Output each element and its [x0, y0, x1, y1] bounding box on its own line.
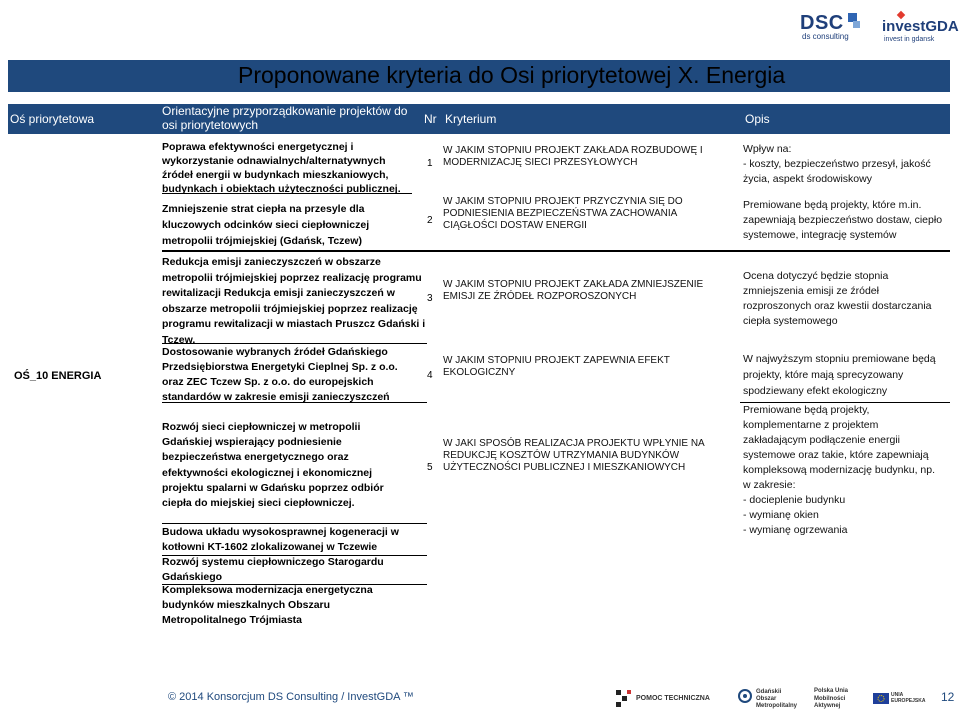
project-item: Kompleksowa modernizacja energetyczna budynków mieszkalnych Obszaru Metropolitalnego Trójmiasta: [162, 584, 373, 626]
footer-copyright: © 2014 Konsorcjum DS Consulting / InvestGDA ™: [168, 691, 414, 703]
header-os: Oś priorytetowa: [10, 112, 95, 126]
investgda-logo: [882, 12, 959, 44]
dsc-logo-text: DSC: [800, 12, 844, 34]
project-item: Budowa układu wysokosprawnej kogeneracji w kotłowni KT-1602 zlokalizowanej w Tczewie: [162, 526, 399, 553]
dsc-logo: [800, 12, 865, 40]
desc-line: w zakresie:: [743, 479, 796, 491]
divider: [162, 523, 427, 524]
desc-line: - docieplenie budynku: [743, 494, 846, 506]
desc-line: - wymianę ogrzewania: [743, 524, 848, 536]
desc-line: W najwyższym stopniu premiowane będą: [743, 353, 936, 365]
header-kryterium: Kryterium: [445, 112, 497, 126]
divider: [162, 343, 427, 344]
desc-line: Ocena dotyczyć będzie stopnia: [743, 270, 889, 282]
eu-text: UNIA EUROPEJSKA: [891, 692, 926, 704]
criterion-nr: 2: [427, 215, 433, 226]
criterion-text: W JAKIM STOPNIU PROJEKT ZAPEWNIA EFEKT EKOLOGICZNY: [443, 355, 670, 378]
desc-line: Wpływ na:: [743, 143, 792, 155]
divider: [162, 402, 427, 403]
criterion-desc: [743, 269, 953, 329]
header-orient: Orientacyjne przyporządkowanie projektów do osi priorytetowych: [162, 104, 408, 132]
pomoc-techniczna-text: POMOC TECHNICZNA: [636, 695, 710, 702]
desc-line: zapewniają bezpieczeństwo dostaw, ciepło: [743, 214, 943, 226]
gom-text: Gdańskii Obszar Metropolitalny: [756, 689, 798, 709]
dsc-logo-square-small: [853, 21, 860, 28]
pomoc-techniczna-icon: [614, 688, 634, 710]
criterion-desc: [743, 142, 953, 187]
desc-line: - wymianę okien: [743, 509, 819, 521]
criterion-desc: [743, 403, 953, 538]
page-number: 12: [941, 690, 955, 704]
desc-line: Premiowane będą projekty, które m.in.: [743, 199, 922, 211]
investgda-logo-subtext: invest in gdansk: [884, 36, 935, 43]
desc-line: ciepła systemowego: [743, 315, 838, 327]
desc-line: życia, aspekt środowiskowy: [743, 173, 872, 185]
axis-name: OŚ_10 ENERGIA: [14, 370, 102, 382]
criterion-nr: 5: [427, 462, 433, 473]
desc-line: komplementarne z projektem: [743, 419, 879, 431]
criterion-text: W JAKIM STOPNIU PROJEKT PRZYCZYNIA SIĘ DO PODNIESIENIA BEZPIECZEŃSTWA ZACHOWANIA CIĄGŁOŚCI DOSTAW ENERGII: [443, 196, 683, 231]
project-item: Dostosowanie wybranych źródeł Gdańskiego Przedsiębiorstwa Energetyki Cieplnej Sp. z o.o. oraz ZEC Tczew Sp. z o.o. do europejskich standardów w zakresie emisji zanieczyszczeń: [162, 346, 398, 403]
pomoc-techniczna-logo: [614, 688, 710, 710]
desc-line: Premiowane będą projekty,: [743, 404, 870, 416]
project-item: Rozwój systemu ciepłowniczego Starogardu Gdańskiego: [162, 556, 384, 583]
criterion-text: W JAKI SPOSÓB REALIZACJA PROJEKTU WPŁYNIE NA REDUKCJĘ KOSZTÓW UTRZYMANIA BUDYNKÓW UŻYTECZNOŚCI PUBLICZNEJ I MIESZKANIOWYCH: [443, 438, 705, 473]
desc-line: zakładającym podłączenie energii: [743, 434, 901, 446]
desc-line: systemowe oraz takie, które zapewniają: [743, 449, 929, 461]
project-item: Rozwój sieci ciepłowniczej w metropolii Gdańskiej wspierający podniesienie bezpieczeństwa energetycznego oraz efektywności ekologicznej i ekonomicznej projektu spalarni w Gdańsku poprzez odbiór ciepła do miejskiej sieci ciepłowniczej.: [162, 421, 384, 510]
project-item: Poprawa efektywności energetycznej i wykorzystanie odnawialnych/alternatywnych źródeł energii w budynkach mieszkaniowych, budynkach i obiektach użyteczności publicznej.: [162, 141, 401, 195]
gom-logo: [738, 689, 800, 711]
desc-line: spodziewany efekt ekologiczny: [743, 385, 888, 397]
desc-line: projekty, które mają sprecyzowany: [743, 369, 904, 381]
dsc-logo-subtext: ds consulting: [802, 32, 849, 41]
criterion-desc: [743, 198, 953, 243]
eu-logo: [873, 691, 926, 709]
project-item: Zmniejszenie strat ciepła na przesyle dla kluczowych odcinków sieci ciepłowniczej metropolii trójmiejskiej (Gdańsk, Tczew): [162, 203, 370, 247]
desc-line: kompleksową modernizację budynku, np.: [743, 464, 936, 476]
investgda-logo-text: investGDA: [882, 18, 959, 35]
criterion-nr: 4: [427, 370, 433, 381]
eu-flag-icon: [873, 693, 889, 704]
criterion-text: W JAKIM STOPNIU PROJEKT ZAKŁADA ZMNIEJSZENIE EMISJI ZE ŹRÓDEŁ ROZPOROSZONYCH: [443, 279, 704, 302]
project-item: Redukcja emisji zanieczyszczeń w obszarze metropolii trójmiejskiej poprzez realizację programu rewitalizacji Redukcja emisji zanieczyszczeń w obszarze metropolii trójmiejskiej poprzez realizację programu rewitalizacji w miastach Pruszcz Gdański i Tczew.: [162, 256, 426, 346]
desc-line: rozproszonych oraz kwestii dostarczania: [743, 300, 932, 312]
criterion-nr: 1: [427, 158, 433, 169]
header-nr: Nr: [424, 112, 437, 126]
divider: [162, 193, 412, 194]
row-divider: [162, 250, 950, 252]
criterion-nr: 3: [427, 293, 433, 304]
gom-icon: [738, 689, 752, 703]
header-opis: Opis: [745, 112, 770, 126]
criterion-text: W JAKIM STOPNIU PROJEKT ZAKŁADA ROZBUDOWĘ I MODERNIZACJĘ SIECI PRZESYŁOWYCH: [443, 145, 703, 168]
criterion-desc: [743, 351, 953, 399]
puma-logo: Polska Unia Mobilności Aktywnej: [814, 688, 849, 709]
page-title: Proponowane kryteria do Osi priorytetowej X. Energia: [238, 62, 786, 88]
desc-line: systemowe, integrację systemów: [743, 229, 897, 241]
desc-line: zmniejszenia emisji ze źródeł: [743, 285, 879, 297]
desc-line: - koszty, bezpieczeństwo przesył, jakość: [743, 158, 931, 170]
